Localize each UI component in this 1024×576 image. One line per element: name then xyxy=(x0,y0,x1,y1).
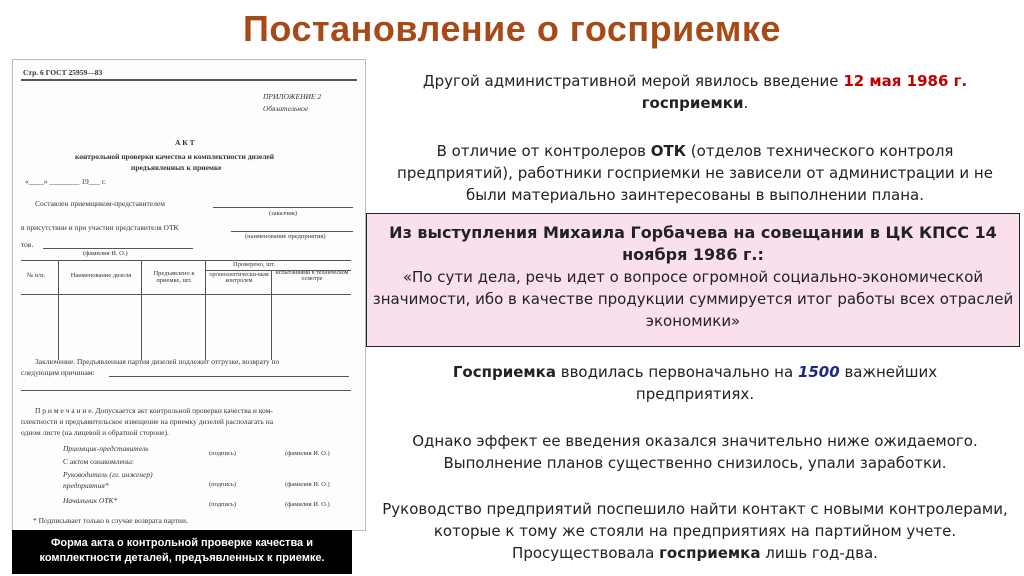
doc-act-sub1: контрольной проверки качества и комплектности дизелей xyxy=(75,152,275,161)
paragraph-1: Другой административной мерой явилось введение 12 мая 1986 г. госприемки. xyxy=(422,72,968,112)
doc-sig3: Руководитель (гл. инженер) xyxy=(63,470,153,479)
quote-box xyxy=(366,213,1020,347)
doc-col1: № п/п. xyxy=(27,272,46,279)
doc-conclusion1: Заключение. Предъявленная партия дизелей подлежит отгрузке, возврату по xyxy=(35,357,280,366)
doc-table-border xyxy=(21,294,351,295)
paragraph-2: В отличие от контролеров ОТК (отделов технического контроля предприятий), работники госприемки не зависели от администрации и не были материально заинтересованы в выполнении плана. xyxy=(397,142,993,204)
doc-rule xyxy=(21,79,357,81)
doc-table-border xyxy=(141,260,142,360)
doc-line xyxy=(213,207,353,208)
doc-fio: (фамилия И. О.) xyxy=(83,250,128,257)
doc-sig4: Начальник ОТК* xyxy=(63,496,118,505)
doc-fio2: (фамилия И. О.) xyxy=(285,450,330,457)
doc-sign: (подпись) xyxy=(209,501,236,508)
doc-appendix: ПРИЛОЖЕНИЕ 2 xyxy=(263,92,322,101)
doc-checked: Проверено, шт. xyxy=(233,261,276,268)
date-highlight: 12 мая 1986 г. xyxy=(843,72,968,90)
doc-presence: в присутствии и при участии представителя ОТК xyxy=(21,223,179,232)
doc-col3: Предъявлено к приемке, шт. xyxy=(153,270,195,284)
doc-date-line: «____» ________ 19___ г. xyxy=(25,177,106,186)
doc-note1: П р и м е ч а н и е. Допускается акт контрольной проверки качества и ком- xyxy=(35,406,273,415)
doc-col5: испытаниями в техническом осмотре xyxy=(275,270,349,282)
paragraph-4: Однако эффект ее введения оказался значительно ниже ожидаемого. Выполнение планов существенно снизилось, упали заработки. xyxy=(412,432,978,472)
doc-col4: органолептически-вым контролем xyxy=(209,272,269,284)
doc-appendix-sub: Обязательное xyxy=(263,104,309,113)
doc-enterprise: (наименование предприятия) xyxy=(245,233,326,240)
doc-sig2: С актом ознакомлены: xyxy=(63,457,135,466)
doc-conclusion2: следующим причинам: xyxy=(21,368,95,377)
page-title: Постановление о госприемке xyxy=(243,8,781,49)
doc-line xyxy=(231,231,353,232)
doc-sign: (подпись) xyxy=(209,450,236,457)
doc-note3: одном листе (на лицевой и обратной стороне). xyxy=(21,428,169,437)
doc-table-border xyxy=(205,260,206,360)
quote-heading: Из выступления Михаила Горбачева на совещании в ЦК КПСС 14 ноября 1986 г.: xyxy=(389,223,997,264)
doc-customer: (заказчик) xyxy=(269,210,298,217)
doc-table-border xyxy=(21,260,351,261)
doc-composed: Составлен приемщиком-представителем xyxy=(35,199,165,208)
quote-text: «По сути дела, речь идет о вопросе огромной социально-экономической значимости, ибо в качестве продукции суммируется итог работы всех отраслей экономики» xyxy=(372,268,1014,330)
image-caption: Форма акта о контрольной проверке качества и комплектности деталей, предъявленных к приемке. xyxy=(12,530,352,574)
paragraph-5: Руководство предприятий поспешило найти контакт с новыми контролерами, которые к тому же стояли на предприятиях на партийном учете. Просуществовала госприемка лишь год-два. xyxy=(382,500,1008,562)
number-highlight: 1500 xyxy=(797,363,840,381)
doc-fio2: (фамилия И. О.) xyxy=(285,481,330,488)
doc-col2: Наименование дизеля xyxy=(70,272,132,279)
doc-table-border xyxy=(58,260,59,360)
doc-line xyxy=(109,376,349,377)
paragraph-3: Госприемка вводилась первоначально на 1500 важнейших предприятиях. xyxy=(452,363,938,403)
doc-footnote: * Подписывает только в случае возврата партии. xyxy=(33,516,188,525)
doc-tov: тов. xyxy=(21,240,34,249)
doc-table-border xyxy=(271,270,272,360)
doc-sig3b: предприятия* xyxy=(63,481,109,490)
doc-sig1: Приемщик-представитель xyxy=(63,444,149,453)
doc-act-sub2: предъявленных к приемке xyxy=(131,163,222,172)
doc-header: Стр. 6 ГОСТ 25959—83 xyxy=(23,68,103,77)
doc-note2: плектности и предъявительское извещение на приемку дизелей располагать на xyxy=(21,417,274,426)
act-form-scan xyxy=(12,59,366,531)
doc-line xyxy=(21,390,351,391)
doc-act-title: А К Т xyxy=(175,138,195,147)
doc-sign: (подпись) xyxy=(209,481,236,488)
doc-fio2: (фамилия И. О.) xyxy=(285,501,330,508)
doc-line xyxy=(43,248,193,249)
